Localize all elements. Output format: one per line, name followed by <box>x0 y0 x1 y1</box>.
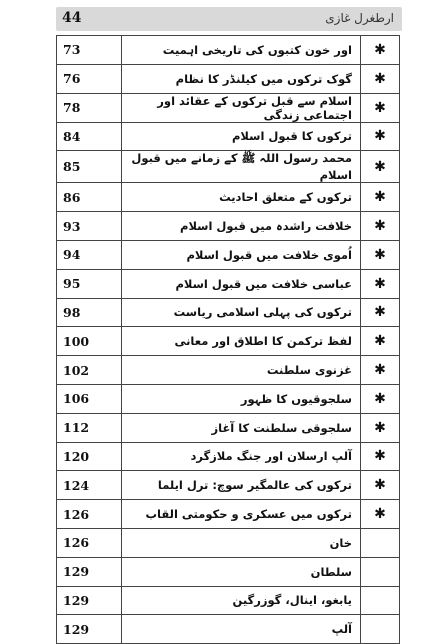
bullet-asterisk-icon: ✱ <box>361 298 400 327</box>
bullet-asterisk-icon: ✱ <box>361 36 400 65</box>
toc-row <box>57 269 400 298</box>
bullet-asterisk-icon: ✱ <box>361 384 400 413</box>
toc-page-number: 102 <box>57 356 122 385</box>
toc-entry-title: سلجوقیوں کا ظہور <box>122 384 361 413</box>
bullet-asterisk-icon: ✱ <box>361 442 400 471</box>
toc-row <box>57 413 400 442</box>
toc-row <box>57 183 400 212</box>
toc-entry-title: گوک ترکوں میں کیلنڈر کا نظام <box>122 64 361 93</box>
toc-entry-title: ترکوں میں عسکری و حکومتی القاب <box>122 500 361 529</box>
toc-row <box>57 471 400 500</box>
toc-entry-title: سلطان <box>122 557 361 586</box>
bullet-asterisk-icon <box>361 615 400 644</box>
toc-row <box>57 586 400 615</box>
toc-row <box>57 122 400 151</box>
toc-entry-title: عباسی خلافت میں قبول اسلام <box>122 269 361 298</box>
toc-page-number: 126 <box>57 500 122 529</box>
running-head: ارطغرل غازی <box>325 11 394 25</box>
toc-page-number: 84 <box>57 122 122 151</box>
bullet-asterisk-icon: ✱ <box>361 240 400 269</box>
toc-row <box>57 240 400 269</box>
toc-entry-title: ترکوں کے متعلق احادیث <box>122 183 361 212</box>
bullet-asterisk-icon: ✱ <box>361 151 400 183</box>
bullet-asterisk-icon: ✱ <box>361 183 400 212</box>
toc-row <box>57 442 400 471</box>
bullet-asterisk-icon: ✱ <box>361 471 400 500</box>
toc-page-number: 100 <box>57 327 122 356</box>
toc-page-number: 86 <box>57 183 122 212</box>
toc-row <box>57 500 400 529</box>
toc-row <box>57 212 400 241</box>
toc-page-number: 126 <box>57 528 122 557</box>
bullet-asterisk-icon: ✱ <box>361 500 400 529</box>
page-header <box>56 7 402 31</box>
toc-entry-title: غزنوی سلطنت <box>122 356 361 385</box>
toc-page-number: 112 <box>57 413 122 442</box>
toc-entry-title: خلافت راشدہ میں قبول اسلام <box>122 212 361 241</box>
bullet-asterisk-icon <box>361 557 400 586</box>
toc-row <box>57 615 400 644</box>
toc-page-number: 93 <box>57 212 122 241</box>
bullet-asterisk-icon: ✱ <box>361 93 400 122</box>
bullet-asterisk-icon: ✱ <box>361 327 400 356</box>
toc-entry-title: اُموی خلافت میں قبول اسلام <box>122 240 361 269</box>
toc-row <box>57 557 400 586</box>
bullet-asterisk-icon: ✱ <box>361 269 400 298</box>
bullet-asterisk-icon <box>361 586 400 615</box>
page-number: 44 <box>62 10 82 26</box>
toc-page-number: 85 <box>57 151 122 183</box>
toc-row <box>57 384 400 413</box>
toc-entry-title: ترکوں کی پہلی اسلامی ریاست <box>122 298 361 327</box>
toc-entry-title: محمد رسول اللہ ﷺ کے زمانے میں قبول اسلام <box>122 151 361 183</box>
toc-row <box>57 528 400 557</box>
toc-row <box>57 151 400 183</box>
toc-page-number: 78 <box>57 93 122 122</box>
toc-entry-title: اسلام سے قبل ترکوں کے عقائد اور اجتماعی زندگی <box>122 93 361 122</box>
toc-page-number: 98 <box>57 298 122 327</box>
toc-page-number: 76 <box>57 64 122 93</box>
toc-page-number: 73 <box>57 36 122 65</box>
toc-page-number: 124 <box>57 471 122 500</box>
toc-entry-title: ترکوں کی عالمگیر سوچ: ترل ایلما <box>122 471 361 500</box>
toc-entry-title: آلپ <box>122 615 361 644</box>
toc-page-number: 95 <box>57 269 122 298</box>
toc-page-number: 129 <box>57 557 122 586</box>
toc-row <box>57 327 400 356</box>
toc-row <box>57 356 400 385</box>
toc-page-number: 129 <box>57 586 122 615</box>
toc-page-number: 106 <box>57 384 122 413</box>
bullet-asterisk-icon <box>361 528 400 557</box>
toc-row <box>57 36 400 65</box>
bullet-asterisk-icon: ✱ <box>361 413 400 442</box>
toc-entry-title: اور خون کتبوں کی تاریخی اہمیت <box>122 36 361 65</box>
toc-entry-title: سلجوقی سلطنت کا آغاز <box>122 413 361 442</box>
toc-row <box>57 298 400 327</box>
toc-entry-title: یابغو، اینال، گوزرگین <box>122 586 361 615</box>
bullet-asterisk-icon: ✱ <box>361 212 400 241</box>
bullet-asterisk-icon: ✱ <box>361 64 400 93</box>
toc-row <box>57 64 400 93</box>
toc-page-number: 94 <box>57 240 122 269</box>
toc-entry-title: خان <box>122 528 361 557</box>
bullet-asterisk-icon: ✱ <box>361 356 400 385</box>
bullet-asterisk-icon: ✱ <box>361 122 400 151</box>
toc-row <box>57 93 400 122</box>
toc-page-number: 120 <box>57 442 122 471</box>
toc-entry-title: ترکوں کا قبول اسلام <box>122 122 361 151</box>
toc-entry-title: آلپ ارسلان اور جنگ ملازگرد <box>122 442 361 471</box>
toc-entry-title: لفظ ترکمن کا اطلاق اور معانی <box>122 327 361 356</box>
toc-body <box>57 36 400 644</box>
table-of-contents <box>56 35 400 644</box>
toc-page-number: 129 <box>57 615 122 644</box>
